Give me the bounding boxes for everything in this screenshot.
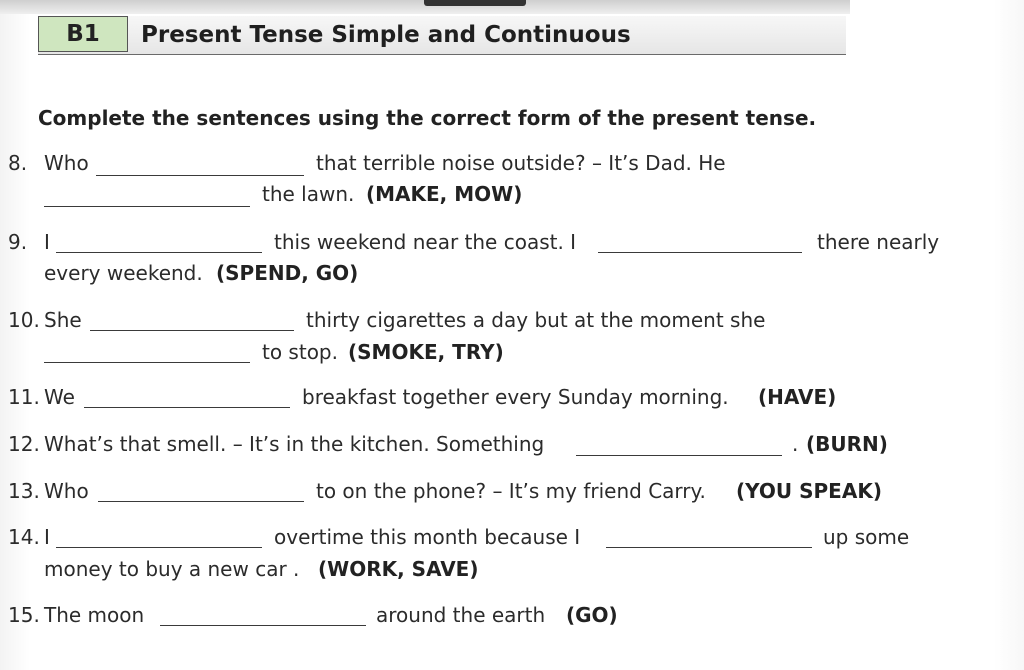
item-text: We xyxy=(44,385,75,409)
item-text: The moon xyxy=(44,603,145,627)
verb-hint: (SMOKE, TRY) xyxy=(348,340,504,364)
item-number: 10. xyxy=(8,308,40,332)
item-text: there nearly xyxy=(817,230,940,254)
item-text: She xyxy=(44,308,82,332)
verb-hint: (MAKE, MOW) xyxy=(366,182,523,206)
item-text: the lawn. xyxy=(262,182,355,206)
answer-blank[interactable] xyxy=(96,175,304,176)
item-text: thirty cigarettes a day but at the moment she xyxy=(306,308,766,332)
verb-hint: (SPEND, GO) xyxy=(216,261,359,285)
item-text: What’s that smell. – It’s in the kitchen. Something xyxy=(44,432,545,456)
level-badge: B1 xyxy=(38,16,128,52)
answer-blank[interactable] xyxy=(576,455,782,456)
item-number: 13. xyxy=(8,479,40,503)
item-text: I xyxy=(44,525,50,549)
item-text: around the earth xyxy=(376,603,546,627)
verb-hint: (YOU SPEAK) xyxy=(736,479,882,503)
item-number: 12. xyxy=(8,432,40,456)
answer-blank[interactable] xyxy=(160,625,366,626)
verb-hint: (BURN) xyxy=(806,432,888,456)
answer-blank[interactable] xyxy=(84,407,290,408)
worksheet-header xyxy=(38,16,846,55)
answer-blank[interactable] xyxy=(56,547,262,548)
item-text: Who xyxy=(44,151,89,175)
item-number: 15. xyxy=(8,603,40,627)
verb-hint: (HAVE) xyxy=(758,385,837,409)
worksheet-title: Present Tense Simple and Continuous xyxy=(141,22,631,48)
item-text: this weekend near the coast. I xyxy=(274,230,577,254)
instructions-text: Complete the sentences using the correct form of the present tense. xyxy=(38,106,817,130)
item-number: 9. xyxy=(8,230,28,254)
item-number: 11. xyxy=(8,385,40,409)
answer-blank[interactable] xyxy=(98,501,304,502)
verb-hint: (GO) xyxy=(566,603,618,627)
item-text: Who xyxy=(44,479,89,503)
item-text: I xyxy=(44,230,50,254)
answer-blank[interactable] xyxy=(90,330,294,331)
verb-hint: (WORK, SAVE) xyxy=(318,557,479,581)
item-text: that terrible noise outside? – It’s Dad. He xyxy=(316,151,726,175)
answer-blank[interactable] xyxy=(606,547,812,548)
item-number: 14. xyxy=(8,525,40,549)
top-tab-marker xyxy=(424,0,526,6)
item-text: up some xyxy=(823,525,910,549)
item-text: overtime this month because I xyxy=(274,525,581,549)
item-text: money to buy a new car . xyxy=(44,557,300,581)
item-text: to on the phone? – It’s my friend Carry. xyxy=(316,479,706,503)
answer-blank[interactable] xyxy=(44,362,250,363)
answer-blank[interactable] xyxy=(56,252,262,253)
answer-blank[interactable] xyxy=(44,206,250,207)
item-text: . xyxy=(792,432,799,456)
item-number: 8. xyxy=(8,151,28,175)
item-text: every weekend. xyxy=(44,261,203,285)
item-text: breakfast together every Sunday morning. xyxy=(302,385,729,409)
answer-blank[interactable] xyxy=(598,252,802,253)
item-text: to stop. xyxy=(262,340,338,364)
